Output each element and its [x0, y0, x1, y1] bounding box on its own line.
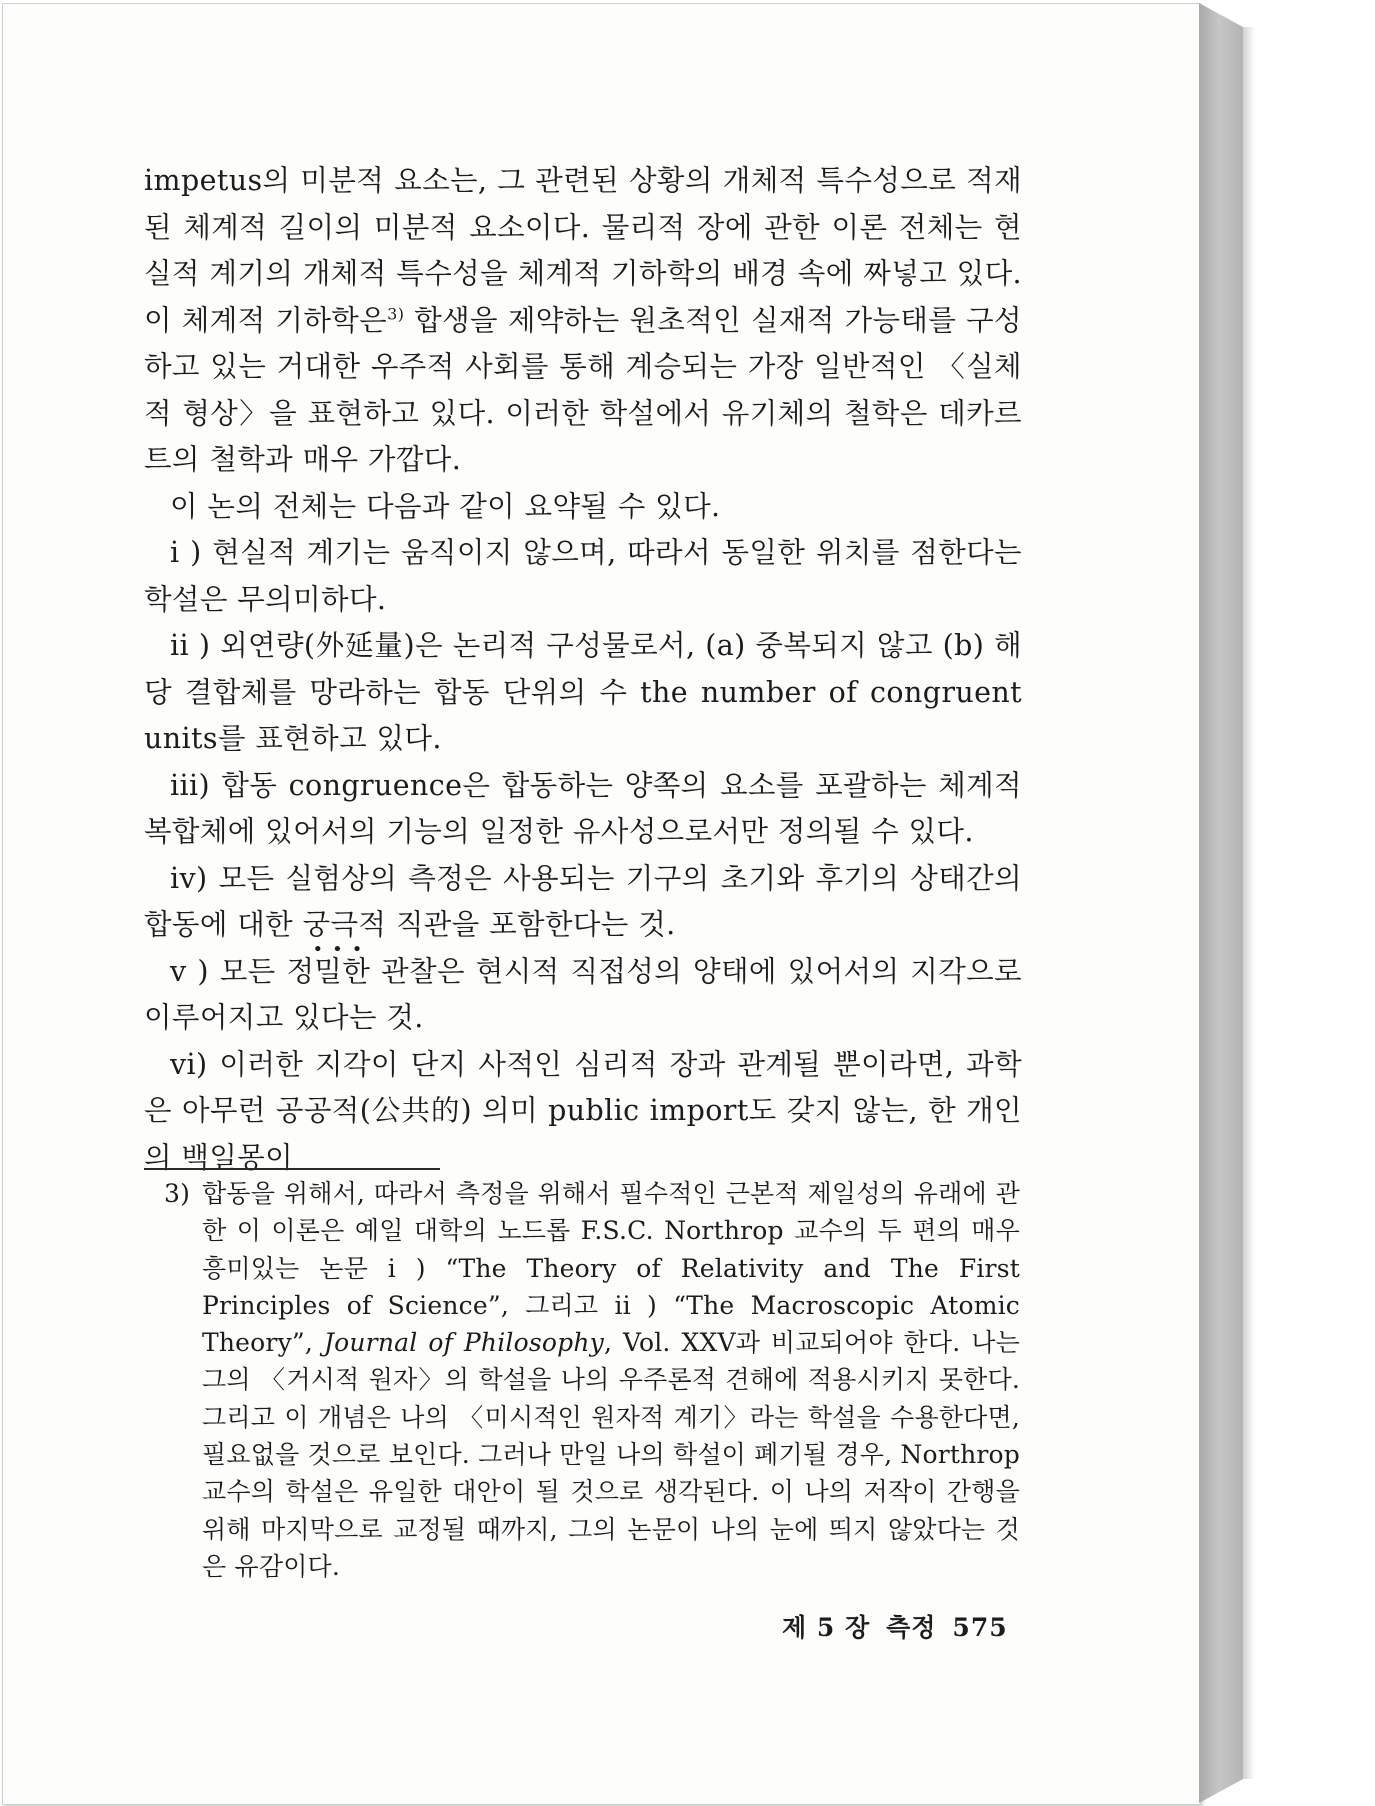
paragraph-1-part-2: 합생을 제약하는 원초적인 실재적 가능태를 구성하고 있는 거대한 우주적 사회를 통해 계승되는 가장 일반적인 〈실체적 형상〉을 표현하고 있다. 이러한 학설에서 유기체의 철학은 데카르트의 철학과 매우 가깝다.	[144, 303, 1022, 476]
emphasized-word	[286, 938, 372, 988]
footer-chapter: 제 5 장	[782, 1613, 871, 1642]
summary-item-v-before: v ) 모든	[170, 954, 287, 988]
footnote-number: 3)	[164, 1179, 191, 1208]
footnote-text-part-2: , Vol. XXV과 비교되어야 한다. 나는 그의 〈거시적 원자〉의 학설을 나의 우주론적 견해에 적용시키지 못한다. 그리고 이 개념은 나의 〈미시적인 원자적 계기〉라는 학설을 수용한다면, 필요없을 것으로 보인다. 그러나 만일 나의 학설이 폐기될 경우, Northrop 교수의 학설은 유일한 대안이 될 것으로 생각된다. 이 나의 저작이 간행을 위해 마지막으로 교정될 때까지, 그의 논문이 나의 눈에 띄지 않았다는 것은 유감이다.	[202, 1328, 1020, 1581]
summary-item-v	[144, 938, 1022, 1042]
emphasis-dots: •••	[312, 938, 372, 960]
footnote-body	[202, 1175, 1020, 1585]
summary-item-i: i ) 현실적 계기는 움직이지 않으며, 따라서 동일한 위치를 점한다는 학설은 무의미하다.	[144, 536, 1022, 616]
paragraph-2: 이 논의 전체는 다음과 같이 요약될 수 있다.	[170, 489, 721, 523]
footnote-text-part-1: 합동을 위해서, 따라서 측정을 위해서 필수적인 근본적 제일성의 유래에 관한 이 이론은 예일 대학의 노드롭 F.S.C. Northrop 교수의 두 편의 매우 흥미있는 논문 i ) “The Theory of Relativity and The First Principles of Science”, 그리고 ii ) “The Macroscopic Atomic Theory”,	[202, 1179, 1020, 1358]
running-footer	[782, 1608, 1024, 1644]
summary-item-iv: iv) 모든 실험상의 측정은 사용되는 기구의 초기와 후기의 상태간의 합동에 대한 궁극적 직관을 포함한다는 것.	[144, 861, 1022, 941]
summary-item-vi: vi) 이러한 지각이 단지 사적인 심리적 장과 관계될 뿐이라면, 과학은 아무런 공공적(公共的) 의미 public import도 갖지 않는, 한 개인의 백일몽이	[144, 1047, 1022, 1174]
paragraph-1-part-1: impetus의 미분적 요소는, 그 관련된 상황의 개체적 특수성으로 적재된 체계적 길이의 미분적 요소이다. 물리적 장에 관한 이론 전체는 현실적 계기의 개체적 특수성을 체계적 기하학의 배경 속에 짜넣고 있다. 이 체계적 기하학은	[144, 164, 1022, 337]
page-edge-shadow	[1243, 27, 1255, 1779]
page-number: 575	[952, 1613, 1008, 1642]
footer-title: 측정	[886, 1613, 937, 1642]
emphasized-word-text: 정밀한	[286, 954, 371, 988]
footnote-reference-3: 3)	[387, 304, 405, 323]
footnote-divider	[144, 1168, 440, 1170]
paragraph-1	[144, 158, 1022, 484]
book-page-edge	[1199, 3, 1243, 1803]
journal-title: Journal of Philosophy	[323, 1328, 604, 1358]
summary-item-v-after: 관찰은 현시적 직접성의 양태에 있어서의 지각으로 이루어지고 있다는 것.	[144, 954, 1022, 1034]
summary-item-iii: iii) 합동 congruence은 합동하는 양쪽의 요소를 포괄하는 체계적 복합체에 있어서의 기능의 일정한 유사성으로서만 정의될 수 있다.	[144, 768, 1022, 848]
summary-item-ii: ii ) 외연량(外延量)은 논리적 구성물로서, (a) 중복되지 않고 (b) 해당 결합체를 망라하는 합동 단위의 수 the number of congruent units를 표현하고 있다.	[144, 629, 1022, 755]
footnote-3	[164, 1175, 1020, 1585]
main-body-text	[144, 158, 1022, 1181]
